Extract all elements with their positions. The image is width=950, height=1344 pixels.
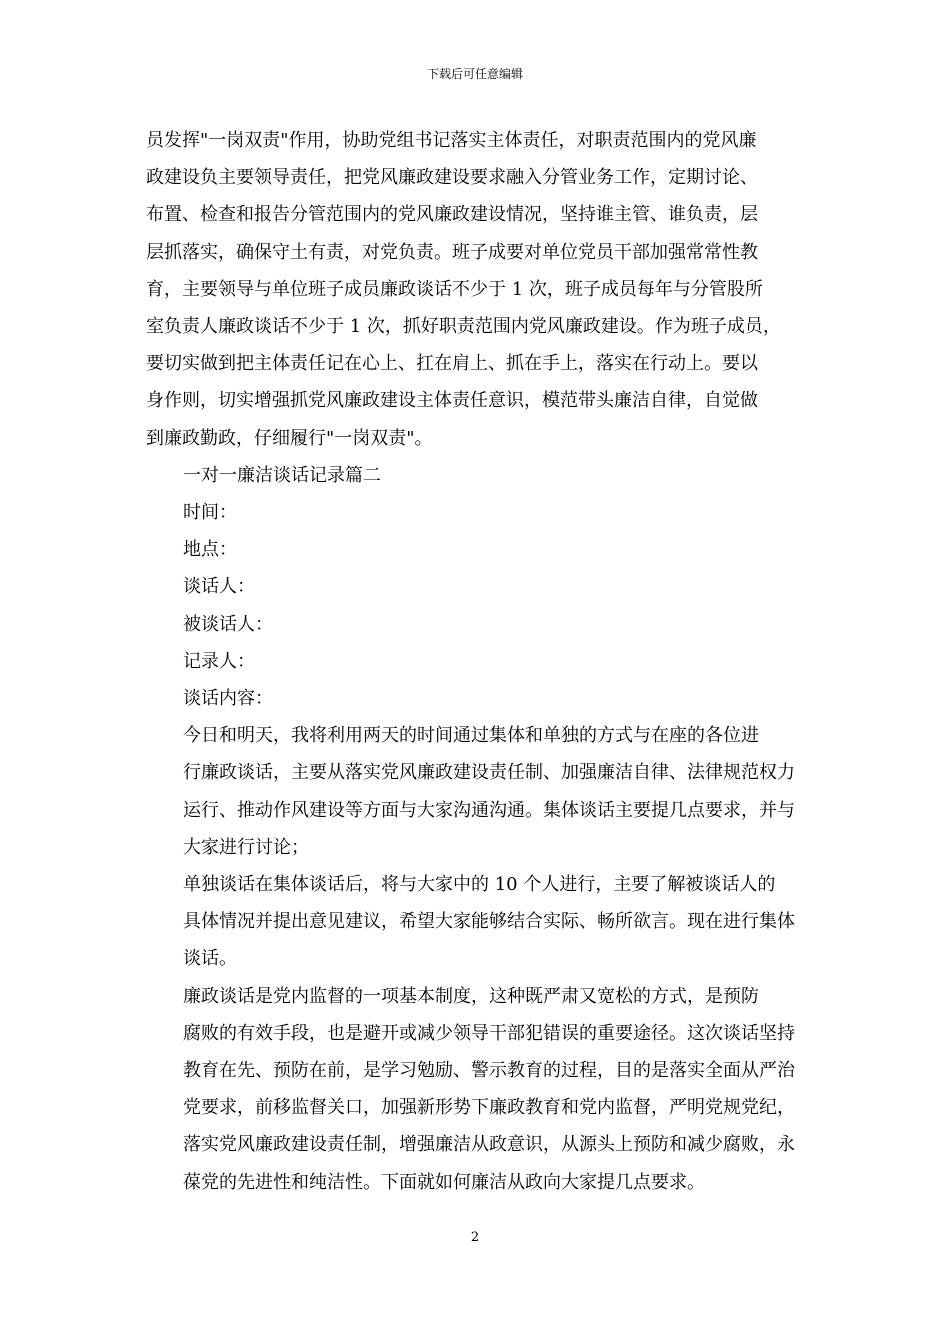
text-line: 葆党的先进性和纯洁性。下面就如何廉洁从政向大家提几点要求。 — [183, 1171, 705, 1193]
header-text: 下载后可任意编辑 — [426, 67, 523, 81]
text-line: 落实党风廉政建设责任制，增强廉洁从政意识，从源头上预防和减少腐败，永 — [183, 1134, 795, 1156]
text-line: 党要求，前移监督关口，加强新形势下廉政教育和党内监督，严明党规党纪， — [183, 1097, 795, 1119]
text-line: 到廉政勤政，仔细履行"一岗双责"。 — [146, 427, 433, 449]
paragraph — [146, 866, 810, 978]
paragraph — [146, 643, 810, 680]
text-line: 谈话人： — [183, 576, 255, 598]
text-line: 被谈话人： — [183, 613, 273, 635]
paragraph — [146, 531, 810, 568]
text-line: 腐败的有效手段，也是避开或减少领导干部犯错误的重要途径。这次谈话坚持 — [183, 1022, 795, 1044]
text-line: 一对一廉洁谈话记录篇二 — [183, 464, 381, 486]
text-line: 谈话。 — [183, 948, 237, 970]
page-header — [0, 66, 950, 82]
text-line: 时间： — [183, 502, 237, 524]
document-body — [146, 122, 810, 1201]
text-line: 政建设负主要领导责任，把党风廉政建设要求融入分管业务工作，定期讨论、 — [146, 167, 758, 189]
text-line: 今日和明天，我将利用两天的时间通过集体和单独的方式与在座的各位进 — [183, 725, 759, 747]
text-line: 具体情况并提出意见建议，希望大家能够结合实际、畅所欲言。现在进行集体 — [183, 911, 795, 933]
text-line: 地点： — [183, 539, 237, 561]
paragraph — [146, 606, 810, 643]
text-line: 教育在先、预防在前，是学习勉励、警示教育的过程，目的是落实全面从严治 — [183, 1060, 795, 1082]
text-line: 布置、检查和报告分管范围内的党风廉政建设情况，坚持谁主管、谁负责，层 — [146, 204, 758, 226]
page-footer — [0, 1230, 950, 1246]
text-line: 谈话内容： — [183, 688, 273, 710]
page-number: 2 — [470, 1230, 480, 1245]
text-line: 廉政谈话是党内监督的一项基本制度，这种既严肃又宽松的方式，是预防 — [183, 985, 759, 1007]
paragraph — [146, 494, 810, 531]
text-line: 身作则，切实增强抓党风廉政建设主体责任意识，模范带头廉洁自律，自觉做 — [146, 390, 758, 412]
paragraph — [146, 978, 810, 1201]
paragraph — [146, 568, 810, 605]
paragraph — [146, 122, 810, 457]
text-line: 员发挥"一岗双责"作用，协助党组书记落实主体责任，对职责范围内的党风廉 — [146, 130, 757, 151]
text-line: 记录人： — [183, 650, 255, 672]
text-line: 层抓落实，确保守土有责，对党负责。班子成要对单位党员干部加强常常性教 — [146, 241, 758, 263]
text-line: 运行、推动作风建设等方面与大家沟通沟通。集体谈话主要提几点要求，并与 — [183, 799, 795, 821]
text-line: 单独谈话在集体谈话后，将与大家中的 10 个人进行，主要了解被谈话人的 — [183, 874, 776, 896]
paragraph — [146, 717, 810, 866]
text-line: 室负责人廉政谈话不少于 1 次，抓好职责范围内党风廉政建设。作为班子成员， — [146, 316, 781, 338]
text-line: 大家进行讨论； — [183, 836, 309, 858]
paragraph — [146, 680, 810, 717]
text-line: 育，主要领导与单位班子成员廉政谈话不少于 1 次，班子成员每年与分管股所 — [146, 278, 763, 300]
paragraph — [146, 457, 810, 494]
text-line: 要切实做到把主体责任记在心上、扛在肩上、抓在手上，落实在行动上。要以 — [146, 353, 758, 375]
text-line: 行廉政谈话，主要从落实党风廉政建设责任制、加强廉洁自律、法律规范权力 — [183, 762, 795, 784]
